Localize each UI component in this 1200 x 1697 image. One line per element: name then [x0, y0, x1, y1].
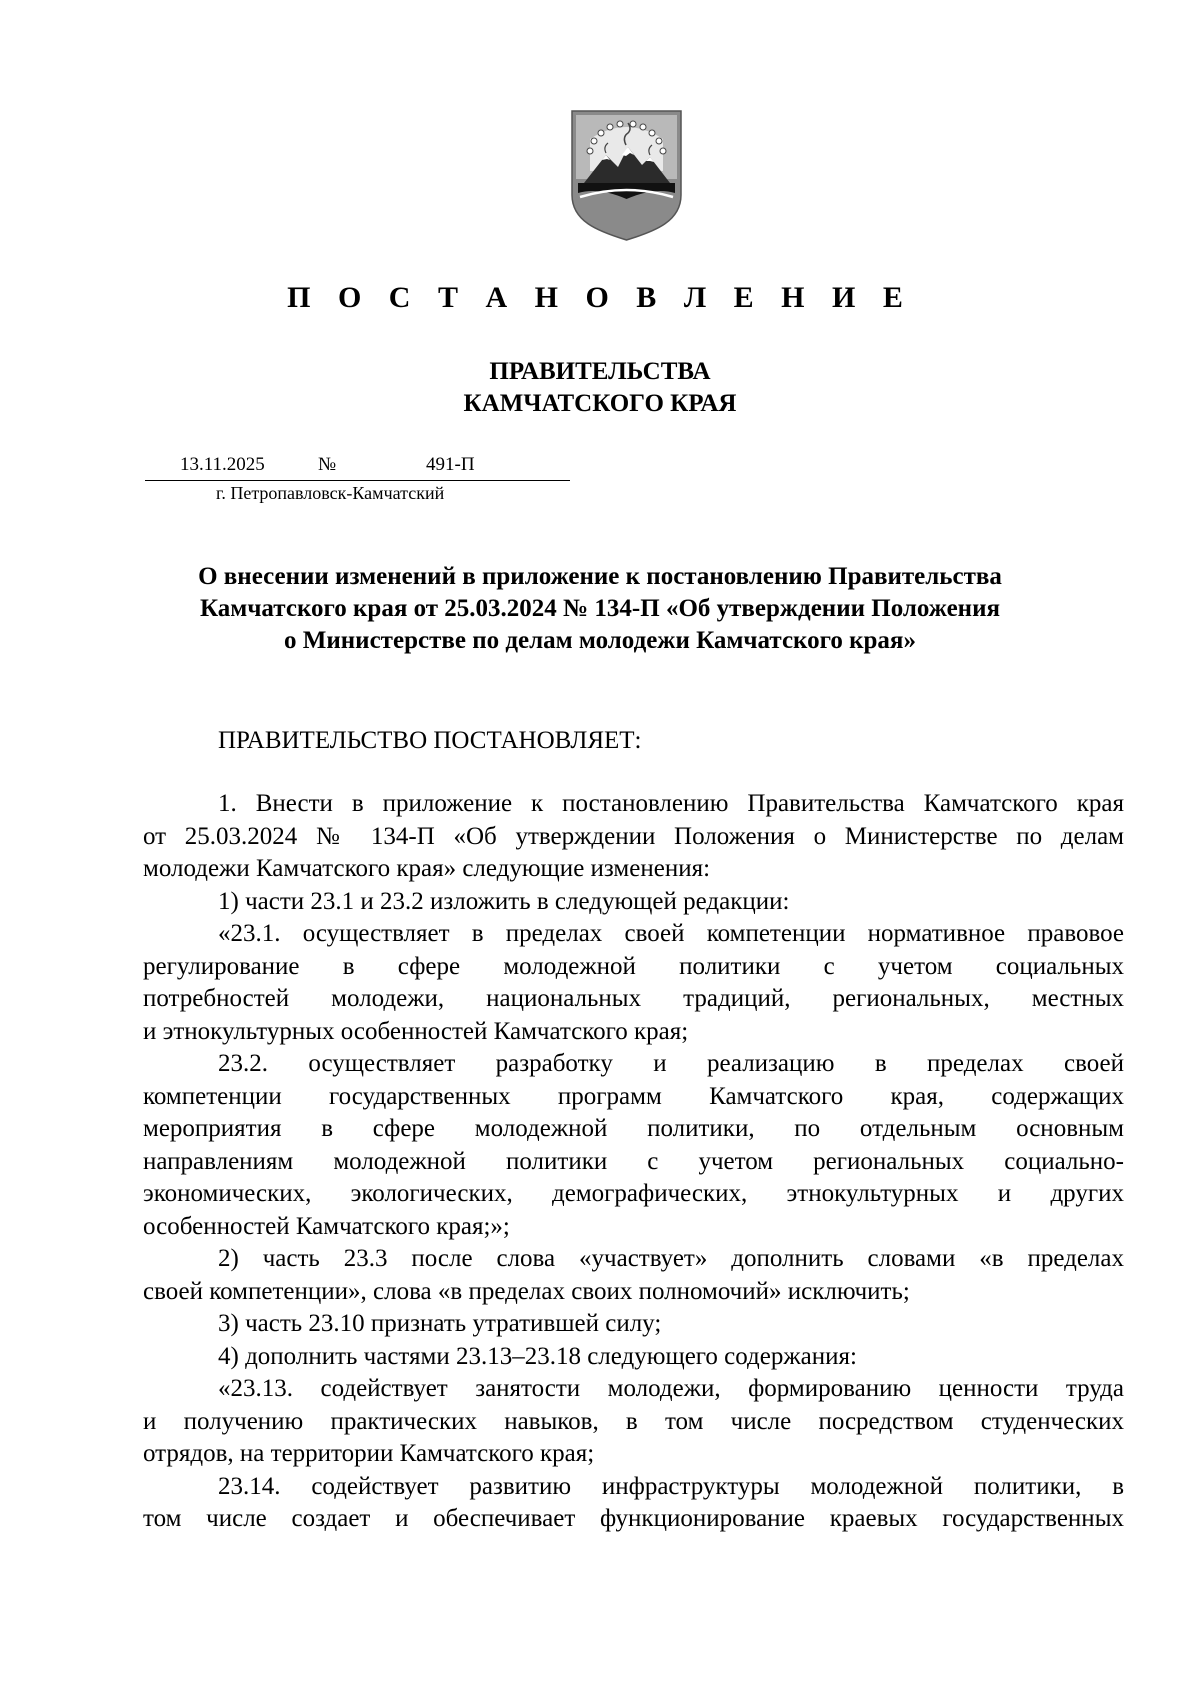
- body-line: особенностей Камчатского края;»;: [143, 1212, 510, 1240]
- document-body: [143, 788, 1124, 1536]
- city-label: г. Петропавловск-Камчатский: [216, 483, 445, 503]
- body-line: направлениям молодежной политики с учетом региональных социально-: [143, 1147, 1124, 1175]
- body-line: от 25.03.2024 № 134-П «Об утверждении Положения о Министерстве по делам: [143, 822, 1124, 850]
- subject-line-2: Камчатского края от 25.03.2024 № 134-П «Об утверждении Положения: [200, 595, 1000, 622]
- body-line: 1) части 23.1 и 23.2 изложить в следующей редакции:: [218, 887, 790, 915]
- body-line: 1. Внести в приложение к постановлению Правительства Камчатского края: [218, 790, 1124, 817]
- subject-line-1: О внесении изменений в приложение к постановлению Правительства: [198, 563, 1002, 590]
- body-line: «23.13. содействует занятости молодежи, формированию ценности труда: [218, 1375, 1124, 1402]
- coat-of-arms-icon: [570, 109, 683, 242]
- body-line: том числе создает и обеспечивает функционирование краевых государственных: [143, 1505, 1124, 1532]
- body-line: 4) дополнить частями 23.13–23.18 следующего содержания:: [218, 1342, 857, 1370]
- document-subject: [0, 561, 1200, 657]
- body-line: 23.14. содействует развитию инфраструктуры молодежной политики, в: [218, 1472, 1124, 1500]
- body-line: и этнокультурных особенностей Камчатского края;: [143, 1017, 689, 1045]
- body-line: 23.2. осуществляет разработку и реализацию в пределах своей: [218, 1050, 1124, 1077]
- document-type-title: П О С Т А Н О В Л Е Н И Е: [287, 281, 913, 314]
- body-line: экономических, экологических, демографических, этнокультурных и других: [143, 1180, 1124, 1207]
- body-line: и получению практических навыков, в том числе посредством студенческих: [143, 1407, 1124, 1435]
- body-line: отрядов, на территории Камчатского края;: [143, 1440, 595, 1467]
- date-number-line: [145, 452, 570, 481]
- body-line: 3) часть 23.10 признать утратившей силу;: [218, 1310, 662, 1337]
- body-line: 2) часть 23.3 после слова «участвует» дополнить словами «в пределах: [218, 1245, 1124, 1272]
- body-line: регулирование в сфере молодежной политики с учетом социальных: [143, 952, 1124, 980]
- document-date: 13.11.2025: [180, 454, 265, 475]
- document-number: 491-П: [426, 454, 475, 475]
- number-sign: №: [318, 454, 337, 475]
- body-line: потребностей молодежи, национальных традиций, региональных, местных: [143, 985, 1124, 1012]
- issuer-line-2: КАМЧАТСКОГО КРАЯ: [463, 390, 737, 417]
- body-line: молодежи Камчатского края» следующие изменения:: [143, 855, 711, 882]
- body-line: мероприятия в сфере молодежной политики, по отдельным основным: [143, 1115, 1124, 1142]
- body-line: «23.1. осуществляет в пределах своей компетенции нормативное правовое: [218, 920, 1124, 947]
- body-line: компетенции государственных программ Камчатского края, содержащих: [143, 1082, 1124, 1110]
- subject-line-3: о Министерстве по делам молодежи Камчатского края»: [284, 627, 916, 654]
- resolution-heading: ПРАВИТЕЛЬСТВО ПОСТАНОВЛЯЕТ:: [218, 727, 642, 754]
- body-line: своей компетенции», слова «в пределах своих полномочий» исключить;: [143, 1277, 910, 1305]
- issuer-line-1: ПРАВИТЕЛЬСТВА: [489, 358, 711, 385]
